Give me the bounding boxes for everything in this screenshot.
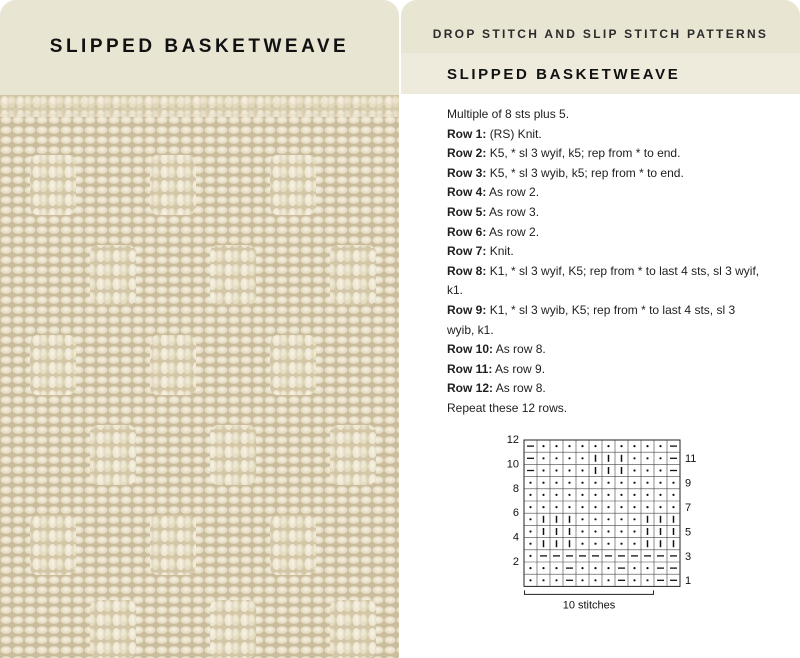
purl-dot-symbol <box>529 567 531 569</box>
purl-dot-symbol <box>581 506 583 508</box>
row-text: As row 8. <box>495 342 546 357</box>
purl-dot-symbol <box>581 518 583 520</box>
purl-dot-symbol <box>672 482 674 484</box>
row-text: As row 9. <box>495 361 546 376</box>
row-instruction <box>447 360 765 380</box>
purl-dot-symbol <box>581 543 583 545</box>
stitch-chart <box>501 432 711 627</box>
purl-dot-symbol <box>542 445 544 447</box>
row-instruction <box>447 125 765 145</box>
purl-dot-symbol <box>568 445 570 447</box>
row-text: As row 8. <box>495 381 546 396</box>
right-page <box>401 0 800 658</box>
repeat-bracket <box>525 590 654 594</box>
left-page <box>0 0 399 658</box>
knit-swatch-photo <box>0 95 399 658</box>
purl-dot-symbol <box>594 567 596 569</box>
row-instruction <box>447 301 765 340</box>
row-label: Row 11: <box>447 361 493 376</box>
row-label: Row 12: <box>447 381 494 396</box>
purl-dot-symbol <box>620 494 622 496</box>
purl-dot-symbol <box>594 530 596 532</box>
purl-dot-symbol <box>633 494 635 496</box>
purl-dot-symbol <box>529 530 531 532</box>
purl-dot-symbol <box>568 469 570 471</box>
purl-dot-symbol <box>633 518 635 520</box>
purl-dot-symbol <box>633 457 635 459</box>
purl-dot-symbol <box>607 567 609 569</box>
row-label: Row 1: <box>447 126 487 141</box>
row-text: As row 3. <box>489 204 540 219</box>
row-text: K5, * sl 3 wyif, k5; rep from * to end. <box>489 146 681 161</box>
row-instruction <box>447 144 765 164</box>
purl-dot-symbol <box>594 543 596 545</box>
purl-dot-symbol <box>529 482 531 484</box>
purl-dot-symbol <box>646 457 648 459</box>
purl-dot-symbol <box>581 445 583 447</box>
purl-dot-symbol <box>607 530 609 532</box>
purl-dot-symbol <box>555 445 557 447</box>
left-page-title: SLIPPED BASKETWEAVE <box>49 36 350 57</box>
purl-dot-symbol <box>542 506 544 508</box>
purl-dot-symbol <box>633 469 635 471</box>
purl-dot-symbol <box>633 445 635 447</box>
chart-caption: 10 stitches <box>562 599 616 612</box>
purl-dot-symbol <box>594 579 596 581</box>
purl-dot-symbol <box>607 543 609 545</box>
purl-dot-symbol <box>542 457 544 459</box>
chart-row-number-right: 9 <box>685 477 692 490</box>
purl-dot-symbol <box>646 579 648 581</box>
purl-dot-symbol <box>607 494 609 496</box>
purl-dot-symbol <box>594 506 596 508</box>
purl-dot-symbol <box>646 482 648 484</box>
row-label: Row 4: <box>447 185 487 200</box>
purl-dot-symbol <box>529 506 531 508</box>
purl-dot-symbol <box>555 482 557 484</box>
purl-dot-symbol <box>607 518 609 520</box>
purl-dot-symbol <box>581 530 583 532</box>
row-instruction <box>447 223 765 243</box>
purl-dot-symbol <box>633 482 635 484</box>
outro-line: Repeat these 12 rows. <box>447 400 568 415</box>
chart-row-number-left: 8 <box>512 482 519 495</box>
row-label: Row 3: <box>447 165 487 180</box>
purl-dot-symbol <box>555 506 557 508</box>
purl-dot-symbol <box>646 469 648 471</box>
stitch-chart-svg <box>501 432 711 622</box>
purl-dot-symbol <box>659 482 661 484</box>
purl-dot-symbol <box>633 579 635 581</box>
purl-dot-symbol <box>620 482 622 484</box>
pattern-title: SLIPPED BASKETWEAVE <box>447 66 681 83</box>
purl-dot-symbol <box>581 482 583 484</box>
row-list <box>447 125 765 399</box>
purl-dot-symbol <box>529 555 531 557</box>
purl-dot-symbol <box>633 506 635 508</box>
row-label: Row 6: <box>447 224 487 239</box>
purl-dot-symbol <box>659 494 661 496</box>
purl-dot-symbol <box>633 530 635 532</box>
row-instruction <box>447 242 765 262</box>
purl-dot-symbol <box>581 469 583 471</box>
row-instruction <box>447 340 765 360</box>
purl-dot-symbol <box>620 543 622 545</box>
purl-dot-symbol <box>659 445 661 447</box>
purl-dot-symbol <box>633 567 635 569</box>
purl-dot-symbol <box>620 506 622 508</box>
row-label: Row 2: <box>447 146 487 161</box>
chart-row-number-right: 5 <box>685 526 692 539</box>
purl-dot-symbol <box>607 482 609 484</box>
row-text: As row 2. <box>489 185 540 200</box>
purl-dot-symbol <box>646 506 648 508</box>
purl-dot-symbol <box>620 445 622 447</box>
purl-dot-symbol <box>581 494 583 496</box>
row-instruction <box>447 183 765 203</box>
purl-dot-symbol <box>555 469 557 471</box>
row-text: (RS) Knit. <box>489 126 542 141</box>
row-label: Row 10: <box>447 342 494 357</box>
row-instruction <box>447 379 765 399</box>
row-text: Knit. <box>489 244 514 259</box>
purl-dot-symbol <box>529 494 531 496</box>
purl-dot-symbol <box>607 579 609 581</box>
row-text: As row 2. <box>489 224 540 239</box>
purl-dot-symbol <box>594 482 596 484</box>
purl-dot-symbol <box>594 445 596 447</box>
chart-row-number-left: 4 <box>512 531 519 544</box>
purl-dot-symbol <box>607 445 609 447</box>
row-label: Row 9: <box>447 302 487 317</box>
purl-dot-symbol <box>568 482 570 484</box>
row-label: Row 8: <box>447 263 487 278</box>
purl-dot-symbol <box>672 494 674 496</box>
purl-dot-symbol <box>568 494 570 496</box>
purl-dot-symbol <box>568 506 570 508</box>
purl-dot-symbol <box>646 445 648 447</box>
purl-dot-symbol <box>542 469 544 471</box>
row-instruction <box>447 262 765 301</box>
purl-dot-symbol <box>594 494 596 496</box>
purl-dot-symbol <box>633 543 635 545</box>
intro-line: Multiple of 8 sts plus 5. <box>447 107 570 121</box>
purl-dot-symbol <box>555 457 557 459</box>
chart-row-number-right: 3 <box>685 550 692 563</box>
instructions <box>447 105 765 419</box>
purl-dot-symbol <box>607 506 609 508</box>
purl-dot-symbol <box>542 567 544 569</box>
purl-dot-symbol <box>594 518 596 520</box>
row-instruction <box>447 203 765 223</box>
row-text: K1, * sl 3 wyif, K5; rep from * to last 4 sts, sl 3 wyif, k1. <box>447 263 760 298</box>
purl-dot-symbol <box>659 469 661 471</box>
row-text: K1, * sl 3 wyib, K5; rep from * to last 4 sts, sl 3 wyib, k1. <box>447 302 736 337</box>
row-label: Row 7: <box>447 244 487 259</box>
purl-dot-symbol <box>542 482 544 484</box>
purl-dot-symbol <box>555 579 557 581</box>
purl-dot-symbol <box>620 518 622 520</box>
chart-row-number-right: 1 <box>685 575 692 588</box>
row-text: K5, * sl 3 wyib, k5; rep from * to end. <box>489 165 684 180</box>
purl-dot-symbol <box>555 567 557 569</box>
purl-dot-symbol <box>581 457 583 459</box>
purl-dot-symbol <box>581 567 583 569</box>
section-header: DROP STITCH AND SLIP STITCH PATTERNS <box>432 27 769 41</box>
chart-row-number-right: 11 <box>685 453 697 466</box>
purl-dot-symbol <box>529 518 531 520</box>
chart-row-number-left: 12 <box>506 434 519 446</box>
purl-dot-symbol <box>672 506 674 508</box>
purl-dot-symbol <box>581 579 583 581</box>
purl-dot-symbol <box>529 543 531 545</box>
purl-dot-symbol <box>568 457 570 459</box>
row-instruction <box>447 164 765 184</box>
chart-row-number-left: 2 <box>512 556 519 568</box>
purl-dot-symbol <box>542 494 544 496</box>
purl-dot-symbol <box>646 494 648 496</box>
row-label: Row 5: <box>447 204 487 219</box>
purl-dot-symbol <box>659 506 661 508</box>
chart-row-number-left: 10 <box>506 458 519 471</box>
purl-dot-symbol <box>646 567 648 569</box>
purl-dot-symbol <box>529 579 531 581</box>
chart-row-number-left: 6 <box>512 507 519 520</box>
purl-dot-symbol <box>620 530 622 532</box>
purl-dot-symbol <box>659 457 661 459</box>
purl-dot-symbol <box>555 494 557 496</box>
chart-row-number-right: 7 <box>685 502 692 514</box>
purl-dot-symbol <box>542 579 544 581</box>
